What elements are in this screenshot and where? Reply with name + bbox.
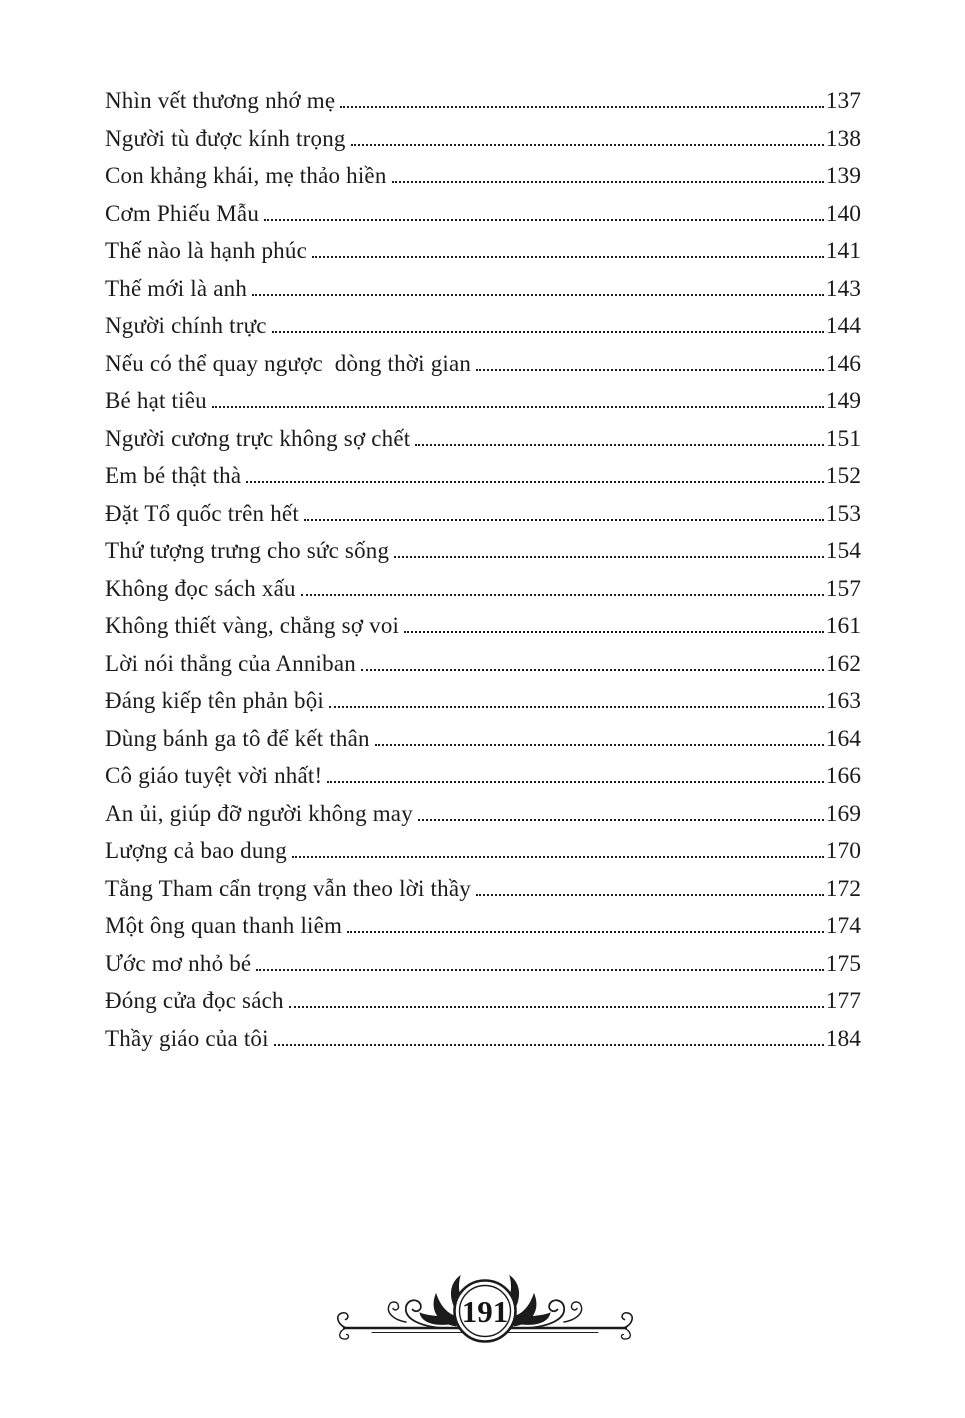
toc-entry-page: 143 <box>825 275 861 302</box>
toc-entry-page: 170 <box>825 838 861 864</box>
toc-dot-leader <box>351 144 824 146</box>
toc-entry-title: Không đọc sách xấu <box>105 575 296 601</box>
toc-entry-title: Cơm Phiếu Mẫu <box>105 200 260 226</box>
toc-dot-leader <box>301 594 824 596</box>
toc-entry-page: 169 <box>825 800 861 827</box>
toc-entry <box>105 1026 861 1064</box>
toc-entry-page: 184 <box>825 1025 861 1052</box>
toc-entry-title: Không thiết vàng, chẳng sợ voi <box>105 613 400 638</box>
toc-dot-leader <box>304 519 824 521</box>
toc-entry <box>105 276 861 314</box>
toc-entry <box>105 951 861 989</box>
toc-entry-title: Đặt Tổ quốc trên hết <box>105 500 299 526</box>
toc-dot-leader <box>289 1006 824 1008</box>
toc-entry <box>105 388 861 426</box>
toc-dot-leader <box>361 669 824 671</box>
toc-entry-title: Một ông quan thanh liêm <box>105 913 343 938</box>
toc-entry-page: 166 <box>825 763 861 789</box>
toc-entry <box>105 238 861 276</box>
toc-entry <box>105 613 861 651</box>
toc-entry-title: Thế nào là hạnh phúc <box>105 238 307 263</box>
toc-dot-leader <box>476 369 824 371</box>
toc-entry <box>105 576 861 614</box>
toc-entry-page: 175 <box>825 950 861 977</box>
toc-entry <box>105 876 861 914</box>
toc-entry-page: 146 <box>825 350 861 377</box>
toc-entry-page: 153 <box>825 500 861 527</box>
toc-dot-leader <box>264 219 824 221</box>
toc-entry-page: 149 <box>825 388 861 414</box>
toc-dot-leader <box>272 331 824 333</box>
toc-entry-title: Cô giáo tuyệt vời nhất! <box>105 763 323 788</box>
toc-entry-page: 144 <box>825 313 861 339</box>
toc-entry-page: 157 <box>825 575 861 602</box>
toc-dot-leader <box>252 294 824 296</box>
toc-entry-title: Nhìn vết thương nhớ mẹ <box>105 88 336 113</box>
toc-entry <box>105 801 861 839</box>
toc-entry-title: Thế mới là anh <box>105 275 248 301</box>
toc-entry <box>105 201 861 239</box>
toc-entry-title: Em bé thật thà <box>105 463 242 488</box>
toc-entry-page: 152 <box>825 463 861 489</box>
toc-entry-title: Người cương trực không sợ chết <box>105 425 411 451</box>
toc-entry <box>105 463 861 501</box>
toc-entry-page: 139 <box>825 163 861 189</box>
toc-entry-title: Đáng kiếp tên phản bội <box>105 688 325 713</box>
toc-dot-leader <box>212 406 824 408</box>
toc-entry <box>105 88 861 126</box>
toc-entry-page: 172 <box>825 875 861 902</box>
toc-entry-title: Con khảng khái, mẹ thảo hiền <box>105 163 387 188</box>
toc-entry-title: Lượng cả bao dung <box>105 838 287 863</box>
toc-entry <box>105 688 861 726</box>
toc-dot-leader <box>418 819 824 821</box>
toc-entry-page: 151 <box>825 425 861 452</box>
toc-entry-title: Lời nói thẳng của Anniban <box>105 650 356 676</box>
toc-entry-title: Dùng bánh ga tô để kết thân <box>105 725 370 751</box>
toc-dot-leader <box>246 481 823 483</box>
toc-entry <box>105 426 861 464</box>
toc-entry-page: 138 <box>825 125 861 152</box>
toc-dot-leader <box>404 631 824 633</box>
toc-dot-leader <box>392 181 824 183</box>
toc-dot-leader <box>292 856 824 858</box>
toc-dot-leader <box>312 256 824 258</box>
toc-entry <box>105 313 861 351</box>
toc-entry-page: 174 <box>825 913 861 939</box>
toc-entry <box>105 763 861 801</box>
toc-dot-leader <box>394 556 824 558</box>
toc-entry-page: 141 <box>825 238 861 264</box>
toc-entry-title: Người chính trực <box>105 313 267 338</box>
toc-entry <box>105 726 861 764</box>
toc-entry-page: 164 <box>825 725 861 752</box>
toc-entry-page: 154 <box>825 538 861 564</box>
toc-dot-leader <box>327 781 823 783</box>
toc-entry-title: Đóng cửa đọc sách <box>105 988 284 1013</box>
toc-entry <box>105 126 861 164</box>
toc-entry-title: Người tù được kính trọng <box>105 125 346 151</box>
toc-dot-leader <box>347 931 824 933</box>
toc-dot-leader <box>274 1044 824 1046</box>
toc-entry-title: Thầy giáo của tôi <box>105 1025 269 1051</box>
toc-entry-page: 137 <box>825 88 861 114</box>
toc-entry <box>105 913 861 951</box>
toc-dot-leader <box>476 894 824 896</box>
toc-dot-leader <box>256 969 823 971</box>
toc-entry-title: An ủi, giúp đỡ người không may <box>105 800 413 826</box>
toc-dot-leader <box>329 706 824 708</box>
toc-entry <box>105 351 861 389</box>
toc-entry <box>105 538 861 576</box>
page-ornament <box>330 1260 640 1364</box>
toc-entry <box>105 838 861 876</box>
toc-entry-title: Thứ tượng trưng cho sức sống <box>105 538 390 563</box>
toc-entry-page: 163 <box>825 688 861 714</box>
toc-entry-page: 161 <box>825 613 861 639</box>
toc-entry <box>105 501 861 539</box>
toc-dot-leader <box>375 744 824 746</box>
toc-entry <box>105 988 861 1026</box>
toc-entry-title: Bé hạt tiêu <box>105 388 207 413</box>
ornament-flourish-graphic <box>330 1260 640 1364</box>
toc-entry-page: 162 <box>825 650 861 677</box>
toc-list <box>105 88 861 1063</box>
toc-entry-title: Ước mơ nhỏ bé <box>105 950 252 976</box>
toc-entry-page: 177 <box>825 988 861 1014</box>
page-number: 191 <box>461 1294 509 1329</box>
toc-entry-title: Tằng Tham cẩn trọng vẫn theo lời thầy <box>105 875 471 901</box>
toc-entry-title: Nếu có thể quay ngược dòng thời gian <box>105 350 472 376</box>
toc-dot-leader <box>415 444 823 446</box>
toc-entry-page: 140 <box>825 200 861 227</box>
toc-entry <box>105 163 861 201</box>
toc-entry <box>105 651 861 689</box>
toc-dot-leader <box>340 106 823 108</box>
